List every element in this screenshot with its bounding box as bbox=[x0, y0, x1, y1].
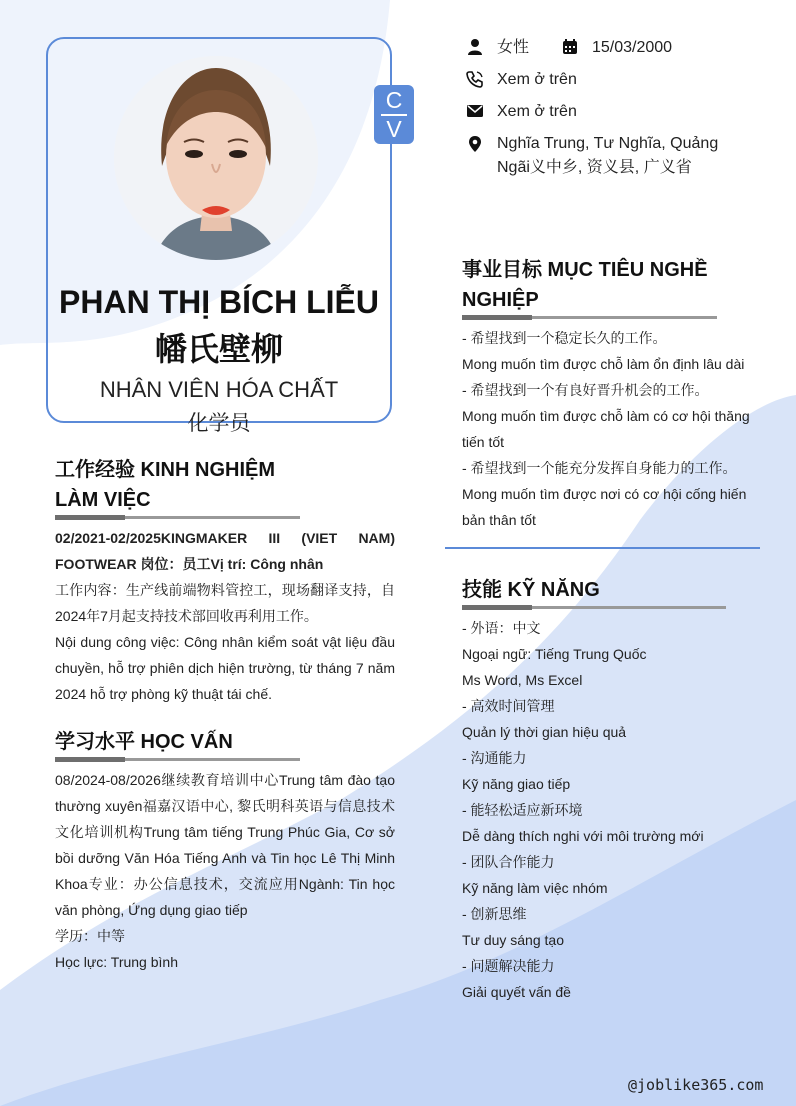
skills-line-4: - 高效时间管理 bbox=[462, 698, 555, 714]
objective-details bbox=[462, 325, 762, 533]
portrait-illustration bbox=[114, 56, 318, 260]
cv-badge bbox=[374, 85, 414, 144]
objective-line-5: tiến tốt bbox=[462, 434, 505, 450]
objective-title-line-1: 事业目标 MỤC TIÊU NGHỀ bbox=[462, 259, 708, 281]
education-details bbox=[55, 767, 395, 975]
experience-entry-line-2: FOOTWEAR 岗位：员工Vị trí: Công nhân bbox=[55, 556, 324, 572]
cv-badge-c: C bbox=[385, 87, 403, 113]
profile-photo bbox=[114, 56, 318, 260]
skills-line-2: Ngoại ngữ: Tiếng Trung Quốc bbox=[462, 646, 647, 662]
experience-entry-line-1: 02/2021-02/2025KINGMAKER III (VIET NAM) bbox=[55, 530, 395, 546]
objective-title-line-2: NGHIỆP bbox=[462, 289, 539, 311]
education-line-5: Khoa专业：办公信息技术，交流应用Ngành: Tin học bbox=[55, 876, 395, 892]
experience-title bbox=[55, 455, 275, 515]
objective-line-1: - 希望找到一个稳定长久的工作。 bbox=[462, 330, 667, 346]
footer-watermark: @joblike365.com bbox=[628, 1076, 764, 1094]
skills-line-12: - 创新思维 bbox=[462, 906, 527, 922]
skills-line-8: - 能轻松适应新环境 bbox=[462, 802, 583, 818]
skills-line-5: Quản lý thời gian hiệu quả bbox=[462, 724, 627, 740]
contact-gender bbox=[466, 36, 546, 60]
education-line-4: bồi dưỡng Văn Hóa Tiếng Anh và Tin học Lê Thị Minh bbox=[55, 850, 395, 866]
job-title: NHÂN VIÊN HÓA CHẤT bbox=[99, 377, 339, 402]
education-line-3: 文化培训机构Trung tâm tiếng Trung Phúc Gia, Cơ sở bbox=[55, 824, 395, 840]
skills-line-3: Ms Word, Ms Excel bbox=[462, 672, 583, 688]
objective-line-4: Mong muốn tìm được chỗ làm có cơ hội thăng bbox=[462, 408, 750, 424]
contact-email bbox=[466, 100, 666, 124]
skills-line-9: Dễ dàng thích nghi với môi trường mới bbox=[462, 828, 704, 844]
full-name: PHAN THỊ BÍCH LIỄU bbox=[59, 284, 379, 320]
education-line-1: 08/2024-08/2026继续教育培训中心Trung tâm đào tạo bbox=[55, 772, 395, 788]
experience-title-line-1: 工作经验 KINH NGHIỆM bbox=[55, 459, 275, 481]
skills-line-6: - 沟通能力 bbox=[462, 750, 527, 766]
experience-underline bbox=[55, 516, 300, 519]
contact-phone bbox=[466, 68, 666, 92]
objective-line-7: Mong muốn tìm được nơi có cơ hội cống hiến bbox=[462, 486, 747, 502]
skills-line-13: Tư duy sáng tạo bbox=[462, 932, 564, 948]
experience-desc-line-5: 2024 hỗ trợ phòng kỹ thuật tái chế. bbox=[55, 686, 272, 702]
experience-entry bbox=[55, 525, 395, 707]
experience-desc-line-4: chuyền, hỗ trợ phiên dịch hiện trường, từ tháng 7 năm bbox=[55, 660, 395, 676]
skills-line-1: - 外语：中文 bbox=[462, 620, 541, 636]
email-value: Xem ở trên bbox=[497, 103, 577, 120]
phone-icon bbox=[466, 70, 484, 88]
contact-birthdate bbox=[561, 36, 691, 60]
objective-line-2: Mong muốn tìm được chỗ làm ổn định lâu dài bbox=[462, 356, 745, 372]
objective-title bbox=[462, 255, 708, 315]
skills-line-14: - 问题解决能力 bbox=[462, 958, 555, 974]
address-line-1: Nghĩa Trung, Tư Nghĩa, Quảng bbox=[497, 135, 719, 152]
phone-value: Xem ở trên bbox=[497, 71, 577, 88]
experience-title-line-2: LÀM VIỆC bbox=[55, 489, 151, 511]
education-line-2: thường xuyên福嘉汉语中心, 黎氏明科英语与信息技术 bbox=[55, 798, 395, 814]
objective-line-6: - 希望找到一个能充分发挥自身能力的工作。 bbox=[462, 460, 737, 476]
cv-badge-v: V bbox=[386, 116, 402, 142]
birthdate-value: 15/03/2000 bbox=[592, 39, 673, 56]
skills-underline bbox=[462, 606, 726, 609]
education-line-7: 学历：中等 bbox=[55, 928, 125, 944]
education-line-8: Học lực: Trung bình bbox=[55, 954, 178, 970]
objective-line-3: - 希望找到一个有良好晋升机会的工作。 bbox=[462, 382, 709, 398]
address-line-2: Ngãi义中乡, 资义县, 广义省 bbox=[497, 159, 692, 176]
contact-address bbox=[466, 132, 766, 182]
objective-underline bbox=[462, 316, 717, 319]
education-underline bbox=[55, 758, 300, 761]
education-line-6: văn phòng, Ứng dụng giao tiếp bbox=[55, 902, 248, 918]
skills-line-11: Kỹ năng làm việc nhóm bbox=[462, 880, 608, 896]
section-divider bbox=[445, 547, 760, 549]
skills-details bbox=[462, 615, 772, 1005]
job-title-chinese: 化学员 bbox=[187, 412, 251, 435]
skills-line-10: - 团队合作能力 bbox=[462, 854, 555, 870]
education-title: 学习水平 HỌC VẤN bbox=[55, 731, 233, 753]
gender-value: 女性 bbox=[497, 39, 530, 56]
experience-desc-line-1: 工作内容：生产线前端物料管控工，现场翻译支持，自 bbox=[55, 582, 395, 598]
skills-line-15: Giải quyết vấn đề bbox=[462, 984, 571, 1000]
experience-desc-line-3: Nội dung công việc: Công nhân kiểm soát vật liệu đầu bbox=[55, 634, 395, 650]
envelope-icon bbox=[466, 102, 484, 120]
calendar-icon bbox=[561, 38, 579, 56]
experience-desc-line-2: 2024年7月起支持技术部回收再利用工作。 bbox=[55, 608, 318, 624]
person-icon bbox=[466, 38, 484, 56]
objective-line-8: bản thân tốt bbox=[462, 512, 536, 528]
full-name-chinese: 幡氏壁柳 bbox=[154, 331, 283, 367]
skills-line-7: Kỹ năng giao tiếp bbox=[462, 776, 571, 792]
location-pin-icon bbox=[466, 135, 484, 153]
skills-title: 技能 KỸ NĂNG bbox=[462, 579, 600, 601]
